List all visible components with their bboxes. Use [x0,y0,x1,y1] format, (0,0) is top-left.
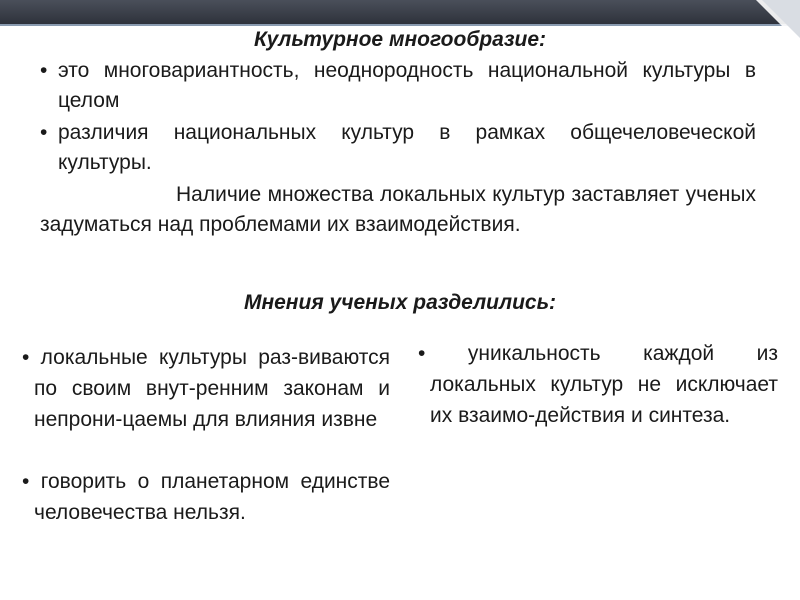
section-title-diversity: Культурное многообразие: [253,28,547,51]
local-cultures-paragraph: Наличие множества локальных культур заставляет ученых задуматься над проблемами их взаимодействия. [40,183,756,236]
definition-item-2 [40,118,756,178]
bullet-icon: • [22,346,30,369]
opinion-left-item-1 [22,342,390,435]
opinion-right-item-1 [418,338,778,431]
bullet-icon: • [418,342,426,365]
definition-item-1 [40,56,756,116]
slide-top-bar [0,0,800,24]
bullet-icon: • [40,121,48,144]
opinion-left-item-2 [22,466,390,528]
definition-item-text: различия национальных культур в рамках общечеловеческой культуры. [58,121,756,174]
opinion-text: говорить о планетарном единстве человечества нельзя. [34,470,390,524]
bullet-icon: • [40,59,48,82]
opinion-text: уникальность каждой из локальных культур не исключает их взаимо-действия и синтеза. [430,342,778,427]
bullet-icon: • [22,470,30,493]
slide-top-accent-line [0,24,800,26]
section-title-opinions: Мнения ученых разделились: [243,291,557,314]
opinion-text: локальные культуры раз-виваются по своим внут-ренним законам и непрони-цаемы для влияния извне [34,346,390,431]
definition-item-text: это многовариантность, неоднородность национальной культуры в целом [58,59,756,112]
